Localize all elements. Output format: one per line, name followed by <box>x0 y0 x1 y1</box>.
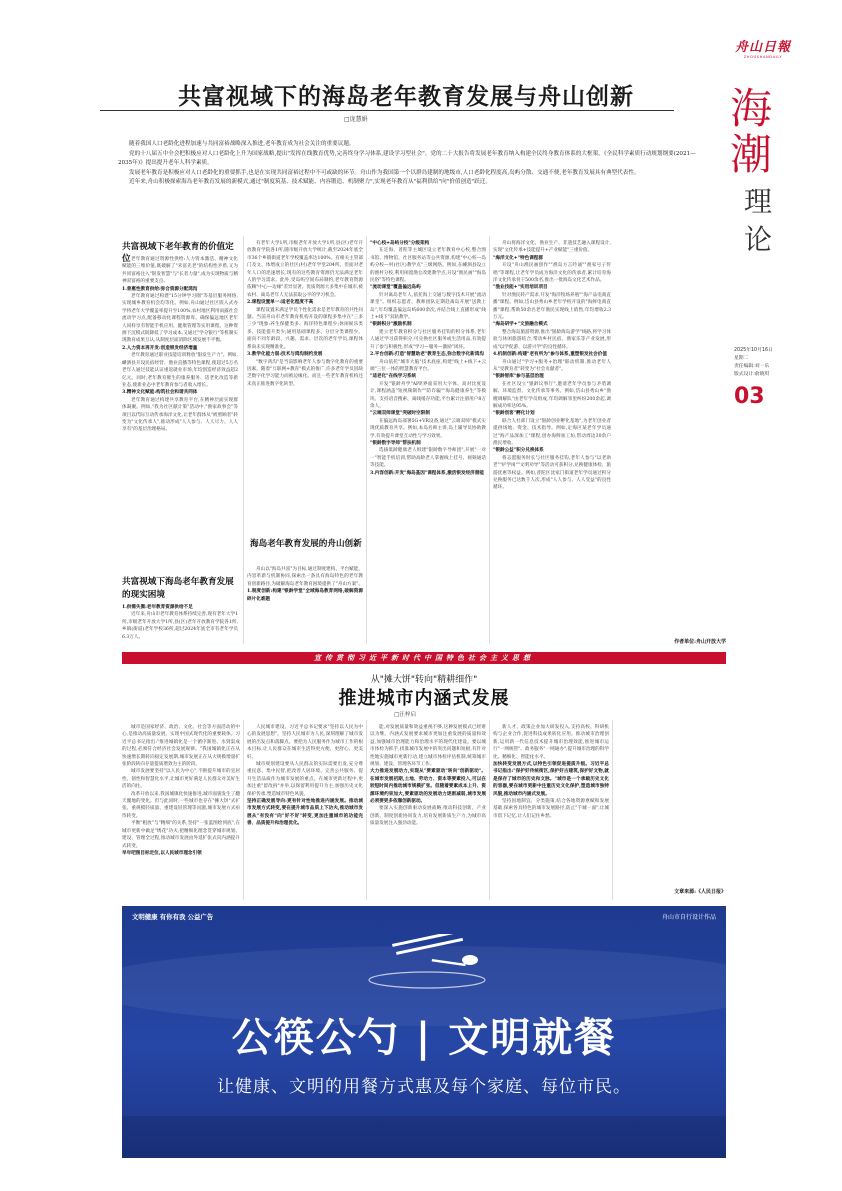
sub-heading: "银龄积分"激励机制 <box>370 322 412 328</box>
body-paragraph: 在偏远海岛部署5G+VR设备,通过"云端双师"模式实现优质教育共享。例如,本岛名师主讲,岛上辅导员协助教学,有效提升课堂互动性与学习效果。 <box>370 418 486 439</box>
brand-name: 舟山日報 <box>734 40 791 55</box>
sub-heading: 1.制度创新:构建"银龄学堂"全域海岛教育网络,破解资源碎片化难题 <box>247 589 363 602</box>
body-paragraph: 城市发展要坚持"以人民为中心",不断提升城市的宜居性、韧性和智慧化水平,让城市更好满足人民群众对美好生活的向往。 <box>122 769 240 790</box>
body-paragraph: 整合海岛旅游资源,推出"银龄海岛游学"线路,将学习体验与休闲旅游结合,带动乡村民宿、渔家乐等产业发展,形成"以学促游、以游兴学"的良性循环。 <box>493 329 611 350</box>
sub-heading: 2.人力资本再开发:创造银发经济增量 <box>122 345 198 351</box>
body-paragraph: 老年教育通过资源性供给:人力资本激活、精神文化赋能的三维价值,既破解了"未富先老"的结构性矛盾,又为共同富裕注入"银发智慧"与"长者力量",成为实现物质与精神双富裕的重要支点。 <box>122 257 238 285</box>
body-paragraph: 建立老年教育积分与社区服务挂钩的积分体系,老年人通过学习获得积分,可兑换社区服务或生活用品,有效提升了参与积极性,形成"学习—服务—激励"闭环。 <box>370 329 486 350</box>
ad-tagline: 文明健康 有你有我 公益广告 <box>132 913 214 921</box>
body-paragraph: 课程设置未满足学员个性化需求是老年教育的共性问题。当前舟山市老年教育机构开设的课程多集中在"三多三少"现象:养生保健类多、海洋特色课程少;休闲娱乐类多、技能提升类少;通用基础课程多、分层分类课程少。面向不同年龄段、兴趣、需求、层次的老年学员,课程体系尚未实现精准化。 <box>247 307 363 350</box>
body-paragraph: 人民城市建设。习近平总书记要求"坚持以人民为中心的发展思想"。坚持人民城市为人民,深刻理解了城市发展的出发点和落脚点。要把为人民服务作为城市工作的根本目标,让人民群众在城市生活得更方便、更舒心、更美好。 <box>247 725 363 760</box>
sub-heading: "渔业技能+"实用培训项目 <box>493 285 548 291</box>
editor-credit: 责任编辑:刘一乐 <box>734 364 770 369</box>
article2-source: 文章来源:《人民日报》 <box>674 889 726 895</box>
issue-weekday: 星期二 <box>734 356 749 361</box>
sub-heading: "流动课堂"覆盖偏远岛屿 <box>370 285 421 291</box>
lead-paragraph: 近年来,舟山积极探索海岛老年教育发展的新模式,通过"制度筑基、技术赋能、内容锻造、机制聚力",实现老年教育从"福利供给"向"价值创造"跃迁。 <box>129 179 491 186</box>
sub-heading: "银龄公益"积分兑换体系 <box>493 448 544 454</box>
ad-headline: 公筷公勺 | 文明就餐 <box>231 1014 617 1061</box>
section-heading: 海岛老年教育发展的舟山创新 <box>250 539 362 549</box>
article2-column-2 <box>247 724 363 900</box>
section-heading: 共富视域下海岛老年教育发展的现实困境 <box>122 577 234 600</box>
column-big-2: 潮 <box>730 130 773 179</box>
article1-byline: □庞慧娟 <box>344 116 368 123</box>
body-paragraph: 老年教育通过构建共享教育平台,在精神层面实现群体凝聚。例如,"我为社区献计策"活动中,"渔家故事会"等项目以代际互动传承海洋文化,让老年群体从"被照顾者"转变为"文化传承人",推动形成"人人参与、人人尽力、人人享有"的基层治理格局。 <box>122 397 238 433</box>
sub-heading: 2.平台创新:打造"智慧助老"教育生态,弥合数字化新鸿沟 <box>370 352 484 358</box>
column-big-1: 海 <box>730 84 773 133</box>
body-paragraph: 舟山通过"学习+服务+治理"联动机制,推动老年人从"受教育者"转变为"社会贡献者"。 <box>493 359 611 372</box>
body-paragraph: 在定海、普陀等主城区设立老年教育中心校,整合图书馆、博物馆、社区服务站等公共资源,构建"中心校—岛屿分校—村(社区)教学点"三级网络。例如,在嵊泗县设立的渔村分校,利用闲置渔仓改建教学点,开设"渔民画""海岛民俗"等特色课程。 <box>370 248 486 284</box>
sub-heading: 2.课程设置单一:适老化程度不高 <box>247 300 314 306</box>
body-paragraph: 近年来,舟山市老年教育体系持续完善,现有老年大学1所,市级老年开放大学1所,县(区)老年开放教育学院各1所,乡镇(街道)老年学校36所,超过2024年底全市有老年学员6.3万人。 <box>122 612 238 640</box>
sub-heading: 4.机制创新:构建"老有所为"参与体系,重塑银发社会价值 <box>493 352 607 358</box>
masthead <box>730 0 842 760</box>
body-paragraph: 能,对发展质量和效益重视不够,这种发展模式已经难以为继。内涵式发展要求城市更加注重发展的质量和效益,加强城市治理能力和治理水平的现代化建设。要以城市体检为抓手,找准城市发展中的突出问题和短板,有针对性地实施城市更新行动,建立城市体检评估机制,统筹城市规划、建设、管理各环节工作。 <box>370 725 486 768</box>
body-paragraph: 针对渔民转产需求,开发"海洋牧场养殖""海产品电商直播"课程。例如,岱山县秀山乡老年学校开设的"海鲜电商直播"课程,帮助50余名老年渔民实现线上销售,年均增收2.3万元。 <box>493 292 611 321</box>
body-paragraph: 老年教育通过职业技能培训释放"银发生产力"。例如,嵊泗县开设民宿经营、渔业直播等特色课程,使超过5万名老年人通过技能认证重返就业市场,年均创造经济效益超2亿元。同时,老年教育催生的康养服务、适老化改造等新业态,使新业态中老年教育参与者收入增长。 <box>122 353 238 388</box>
article1-title: 共富视域下的海岛老年教育发展与舟山创新 <box>178 84 634 110</box>
issue-date: 2025年10月16日 <box>734 348 773 353</box>
page-number: 03 <box>734 384 765 409</box>
column-divider <box>489 236 490 644</box>
column-divider <box>612 720 613 900</box>
column-divider <box>489 720 490 900</box>
sub-heading: "海岛研学+"文旅融合模式 <box>493 322 548 328</box>
sub-heading: 早年吧图目标定位,以人民城市理念引领 <box>122 850 202 856</box>
article1-column-1 <box>122 256 238 572</box>
chopsticks-spoon-icon <box>352 934 502 994</box>
sub-heading: 加快转变发展方式,以特色引领促进提质升级。习近平总书记指出:"保护好传统街区,保护好古建筑,保护好文物,就是保存了城市的历史和文脉。"城市是一个承载历史文化的容器,要在城市更新中注重历史文化保护,塑造城市独特风貌,推动城市内涵式发展。 <box>493 762 609 797</box>
article2-column-3 <box>370 724 486 900</box>
column-divider <box>243 236 244 644</box>
lead-paragraph: 随着我国人口老龄化进程加速与共同富裕战略深入推进,老年教育成为社会关注的重要议题。 <box>129 141 355 147</box>
sub-heading: 3.精神文化赋能:构筑社会和谐共同体 <box>122 390 198 396</box>
body-paragraph: 针对离岛老年人,依托海上交通与数字技术开展"流动课堂"。组织志愿者、教师团队定期赴离岛开展"送教上岛",年均覆盖偏远岛屿600余次,并结合线上直播形成"线上+线下"双轨教学。 <box>370 292 486 321</box>
column-small-2: 论 <box>744 223 773 256</box>
column-divider <box>243 720 244 900</box>
author-affiliation: 作者单位:舟山开放大学 <box>674 639 726 645</box>
body-paragraph: 改革开放以来,我国城镇化快速推进,城市面貌发生了翻天覆地的变化。但与此同时,一些城市也存在"摊大饼"式扩张、重规模轻质量、重建设轻管理等问题,城市发展方式亟待转变。 <box>122 791 240 819</box>
sub-heading: 3.教学化能力弱:技术与鸿沟制约发展 <box>247 352 323 358</box>
sub-heading: "云端双师课堂"突破时空限制 <box>370 411 430 417</box>
designer-credit: 版式设计:俞晓琪 <box>734 372 770 377</box>
body-paragraph: 新人才、政策企业加大研发投入,支持高校、科研机构与企业合作,促进科技成果转化应用。推动城市治理创新,运用新一代信息技术提升城市治理效能,推进城市运行"一网统管"、政务服务"一网通办",提升城市治理的科学化、精细化、智能化水平。 <box>493 725 609 760</box>
body-paragraph: 开设"舟山渔民画创作""渔岛方言吟诵""渔家号子传唱"等课程,让老年学员成为海洋文化的传承者,累计培育海洋文化传承骨干500余名,推出一批海岛文化艺术作品。 <box>493 263 611 284</box>
sub-heading: 1.供需失衡:老年教育资源供给不足 <box>122 605 193 610</box>
article1-lead <box>118 140 704 188</box>
sub-heading: "海洋文化+"特色课程群 <box>493 255 543 261</box>
article2-column-1 <box>122 724 240 900</box>
body-paragraph: 在社区设立"银龄议事厅",邀请老年学员参与矛盾调解、环境监督、文化传承等事务。例如,岱山县秀山乡"渔嫂调解队"由老年学员组成,年均调解邻里纠纷200余起,调解成功率达95%。 <box>493 381 611 409</box>
section-heading: 共富视域下老年教育的价值定位 <box>122 242 234 264</box>
article1-column-3 <box>370 240 486 644</box>
sub-heading: "中心校+岛屿分校"分级架构 <box>370 241 430 246</box>
body-paragraph: 将志愿服务时长与社区服务挂钩,老年人参与"以老助老""护学岗""文明劝导"等活动可获积分,兑换健康体检、旅游优惠等权益。例如,普陀区沈家门街道老年学员通过积分兑换服务已达数千人次,形成"人人参与、人人受益"的良性循环。 <box>493 455 611 491</box>
column-divider <box>366 720 367 900</box>
article2-column-4 <box>493 724 609 900</box>
public-service-ad <box>122 906 726 1158</box>
body-paragraph: 老年教育通过构建"15分钟学习圈"等基层服务网络,实现城乡教育机会均等化。例如,舟山通过社区嵌入式办学将老年大学覆盖率提升至100%,农村地区利用雨露社会流动学习点,配备移动化课程资源库。确保偏远地区老年人同样享有智能手机应用、健康管理等实用课程。这种资源下沉模式既降低了学习成本,又通过"学分银行"等机制实现教育成果互认,从制度层面消除区域发展不平衡。 <box>122 294 238 344</box>
body-paragraph: 坚持因地制宜、分类施策,结合各地资源禀赋和发展基础,探索各具特色的城市发展路径,防止"千城一面",让城市留下记忆,让人们记住乡愁。 <box>493 799 609 819</box>
body-paragraph: 开发"银龄舟学"APP,界面采用大字体、高对比度设计,课程涵盖"短视频制作""防诈骗""海岛健康养生"等模块。支持语音搜索、离线缓存功能,平台累计注册用户8万余人。 <box>370 381 486 409</box>
body-paragraph: 舟山以"海岛共富"为目标,通过制度建构、平台赋能、内容革新与机制协同,探索出一条具有海岛特色的老年教育创新路径,为破解海岛老年教育困境提供了"舟山方案"。 <box>247 567 363 587</box>
brand-pinyin: ZHOUSHANDAILY <box>743 55 783 59</box>
article1-column-2 <box>247 240 363 534</box>
article2-title: 推进城市内涵式发展 <box>338 688 510 709</box>
sub-heading: "银龄创客"孵化计划 <box>493 411 535 417</box>
body-paragraph: 选拔低龄健康老人组建"银龄数字导师团",开展"一对一"智能手机培训,帮助高龄老人掌握线上挂号、视频通话等技能。 <box>370 448 486 469</box>
sub-heading: 1.普惠性教育供给:弥合资源分配鸿沟 <box>122 286 198 292</box>
body-paragraph: 城市是国家经济、政治、文化、社会等方面活动的中心,是推动高质量发展、实现中国式现代化的重要载体。习近平总书记指出:"推进城镇化是一个循序渐进、水到渠成的过程,必须符合经济社会发展规律。"我国城镇化正在从快速增长期转向稳定发展期,城市发展正在从大规模增量扩张阶段转向存量提质增效为主的阶段。 <box>122 725 240 768</box>
sub-heading: 3.内容创新:开发"海岛基因"课程体系,激活银发经济潜能 <box>370 470 484 476</box>
title-underline <box>100 110 674 111</box>
article2-kicker: 从"摊大饼"转向"精耕细作" <box>370 675 478 685</box>
lead-paragraph: 党的十八届五中全会把积极应对人口老龄化上升为国家战略,提出"发挥在线教育优势,完善终身学习体系,建设学习型社会"。党的二十大报告将发展老年教育纳入构建全民终身教育体系的大框架。《全民科学素质行动规划纲要(2021—2035年)》提出提升老年人科学素质。 <box>118 150 696 167</box>
body-paragraph: 平衡"粗放"与"精细"的关系,坚持"一张蓝图绘到底",在城市更新中做足"绣花"功夫,把精细化理念贯穿城市规划、建设、管理全过程,推动城市发展由外延扩张式向内涵提升式转变。 <box>122 821 240 849</box>
body-paragraph: 城市规划建设要从人民群众的实际需要出发,充分尊重民意、集中民智,把改善人居环境、完善公共服务、提升生活品质作为城市发展的重点。在城市更新过程中,更加注重"留改拆"并举,以保留利用提升为主,加强历史文化保护传承,塑造城市特色风貌。 <box>247 762 363 797</box>
sub-heading: 大力推进发展动力,实现从"要素驱动"转向"创新驱动"。在城市发展初期,土地、劳动力、资本等要素投入,可以在较短时间内推动城市规模扩张。但随着要素成本上升、资源环境约束加大,要素驱动的发展动力逐渐减弱,城市发展必须要更多依靠创新驱动。 <box>370 769 486 805</box>
article1-column-4 <box>493 240 611 632</box>
body-paragraph: 舟山将海洋文化、渔业生产、非遗技艺融入课程设计,实现"文化传承+技能提升+产业赋能"三重价值。 <box>493 241 611 254</box>
sub-heading: "银龄数字导师"帮扶机制 <box>370 440 421 446</box>
ad-footer-band <box>122 1116 726 1158</box>
body-paragraph: 要深入实施创新驱动发展战略,推动科技创新、产业创新、制度创新协同发力,培育发展新质生产力,为城市高质量发展注入强劲动能。 <box>370 806 486 827</box>
body-paragraph: "数字鸿沟"是当前影响老年人参与数字化教育的重要因素。随着"互联网+教育"模式的推广,许多老年学员因缺乏数字化学习能力而被边缘化。而且一些老年教育机构还未真正推进数字化转型。 <box>247 359 363 387</box>
article1-column-2-tail <box>247 566 363 644</box>
sub-heading: "适老化"在线学习系统 <box>370 374 417 380</box>
banner-slogan: 宣传贯彻习近平新时代中国特色社会主义思想 <box>314 653 534 662</box>
theme-banner <box>122 652 726 664</box>
body-paragraph: 联合人社部门设立"银龄创业孵化基地",为老年创业者提供场地、资金、技术指导。例如,定海区某老年学员通过"海产品深加工"课程,创办海鲜加工坊,带动周边30余户渔民增收。 <box>493 418 611 446</box>
body-paragraph: 舟山依托"城市大脑"技术底座,构建"线上+线下+云端"三位一体的智慧教育平台。 <box>370 359 486 372</box>
ad-credit: 舟山市自行设计作品 <box>661 914 716 921</box>
ad-subline: 让健康、文明的用餐方式惠及每个家庭、每位市民。 <box>217 1077 631 1097</box>
column-small-1: 理 <box>744 185 773 218</box>
brand-logo <box>730 36 796 59</box>
sub-heading: "银龄智库"参与基层治理 <box>493 374 544 380</box>
article1-column-1-tail <box>122 604 238 644</box>
sub-heading: 坚持正确发展导向:更有针对性地推进内涵发展。推动城市发展方式转变,要在提升城市品质上下功夫,推动城市发展从"有没有"向"好不好"转变,更加注重城市的功能完善、品质提升和治理优化。 <box>247 799 363 827</box>
column-divider <box>366 236 367 644</box>
article2-byline: □汪梓启 <box>394 712 417 718</box>
body-paragraph: 有老年大学1所,市级老年开放大学1所,县(区)老年开放教育学院各1所,随市级开放大学统计,截至2024年底全市36个乡镇街道老年学校覆盖率达100%。有相关主管部门及文、体增成立的社区(村)老年学堂204所。但面对老年人口的迅速增长,现有的这些教育资源仍无法满足老年人的学习需求。此外,受岛屿空间布局制约,老年教育资源依赖"中心—边缘"差异显著。优质资源大多集中在城市,被农村、离岛老年人无法获取公平的学习机会。 <box>247 241 363 298</box>
lead-paragraph: 发展老年教育是积极应对人口老龄化的重要抓手,也是在实现共同富裕过程中不可或缺的环节。舟山作为我国第一个以群岛建制的地级市,人口老龄化程度高,岛屿分散、交通不便,老年教育发展具有典型代表性。 <box>129 169 640 176</box>
